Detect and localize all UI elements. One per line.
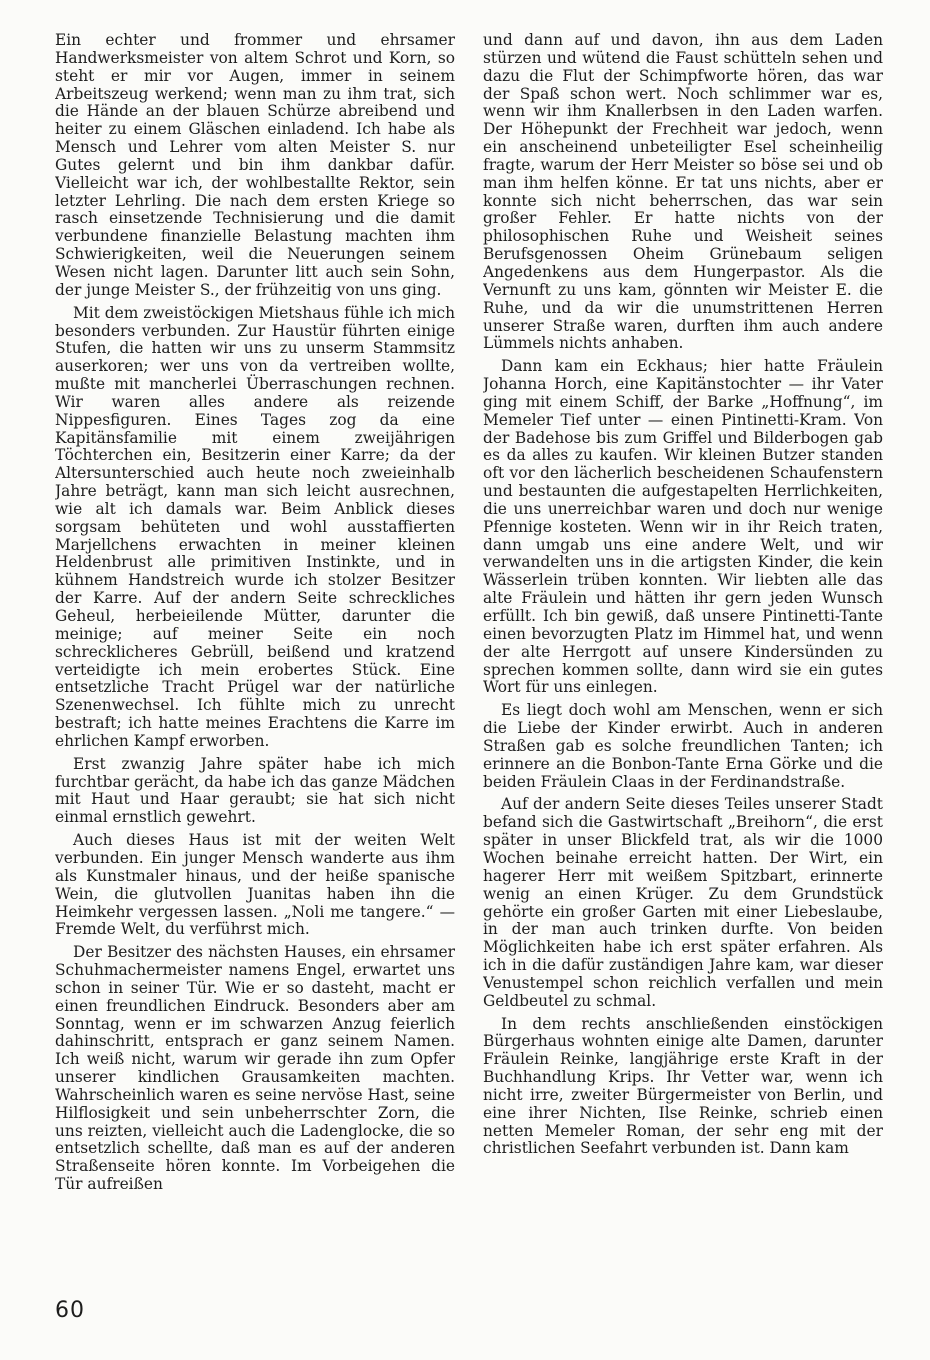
paragraph: Ein echter und frommer und ehrsamer Handwerksmeister von altem Schrot und Korn, so steht er mir vor Augen, immer in seinem Arbeitszeug werkend; wenn man zu ihm trat, sich die Hände an der blauen Schürze abreibend und heiter zu einem Gläschen einladend. Ich habe als Mensch und Lehrer vom alten Meister S. nur Gutes gelernt und bin ihm dankbar dafür. Vielleicht war ich, der wohlbestallte Rektor, sein letzter Lehrling. Die nach dem ersten Kriege so rasch einsetzende Technisierung und die damit verbundene finanzielle Belastung machten ihm Schwierigkeiten, weil die Neuerungen seinem Wesen nicht lagen. Darunter litt auch sein Sohn, der junge Meister S., der frühzeitig von uns ging. <box>55 32 455 299</box>
paragraph: Erst zwanzig Jahre später habe ich mich furchtbar gerächt, da habe ich das ganze Mädchen mit Haut und Haar geraubt; sie hat sich nicht einmal ernstlich gewehrt. <box>55 754 455 827</box>
paragraph: Es liegt doch wohl am Menschen, wenn er sich die Liebe der Kinder erwirbt. Auch in anderen Straßen gab es solche freundlichen Tanten; ich erinnere an die Bonbon-Tante Erna Görke und die beiden Fräulein Claas in der Ferdinandstraße. <box>483 701 883 791</box>
paragraph: Auf der andern Seite dieses Teiles unserer Stadt befand sich die Gastwirtschaft „Breihorn“, die erst später in unser Blickfeld trat, als wir die 1000 Wochen beinahe erreicht hatten. Der Wirt, ein hagerer Herr mit weißem Spitzbart, erinnerte wenig an einen Krüger. Zu dem Grundstück gehörte ein großer Garten mit einer Liebeslaube, in der man auch trinken durfte. Von beiden Möglichkeiten habe ich erst später erfahren. Als ich in die dafür zuständigen Jahre kam, war dieser Venustempel schon reichlich verfallen und mein Geldbeutel zu schmal. <box>483 795 883 1010</box>
paragraph: Dann kam ein Eckhaus; hier hatte Fräulein Johanna Horch, eine Kapitänstochter — ihr Vater ging mit einem Schiff, der Barke „Hoffnung“, im Memeler Tief unter — einen Pintinetti-Kram. Von der Badehose bis zum Griffel und Bilderbogen gab es da alles zu kaufen. Wir kleinen Butzer standen oft vor den lächerlich bescheidenen Schaufenstern und bestaunten die aufgestapelten Herrlichkeiten, die uns unerreichbar waren und doch nur wenige Pfennige kosteten. Wenn wir in ihr Reich traten, dann umgab uns eine andere Welt, und wir verwandelten uns in die artigsten Kinder, die kein Wässerlein trüben konnten. Wir liebten alle das alte Fräulein und hätten ihr gern jeden Wunsch erfüllt. Ich bin gewiß, daß unsere Pintinetti-Tante einen bevorzugten Platz im Himmel hat, und wenn der alte Herrgott auf unsere Kindersünden zu sprechen kommen sollte, dann wird sie ein gutes Wort für uns einlegen. <box>483 357 883 697</box>
left-column <box>55 32 455 1292</box>
paragraph: In dem rechts anschließenden einstöckigen Bürgerhaus wohnten einige alte Damen, darunter Fräulein Reinke, langjährige erste Kraft in der Buchhandlung Krips. Ihr Vetter war, wenn ich nicht irre, zweiter Bürgermeister von Berlin, und eine ihrer Nichten, Ilse Reinke, schrieb einen netten Memeler Roman, der sehr eng mit der christlichen Seefahrt verbunden ist. Dann kam <box>483 1014 883 1158</box>
paragraph: Der Besitzer des nächsten Hauses, ein ehrsamer Schuhmachermeister namens Engel, erwartet uns schon in seiner Tür. Wie er so dasteht, macht er einen freundlichen Eindruck. Besonders aber am Sonntag, wenn er im schwarzen Anzug feierlich dahinschritt, entsprach er ganz seinem Namen. Ich weiß nicht, warum wir gerade ihn zum Opfer unserer kindlichen Grausamkeiten machten. Wahrscheinlich waren es seine nervöse Hast, seine Hilflosigkeit und sein unbeherrschter Zorn, die uns reizten, vielleicht auch die Ladenglocke, die so entsetzlich schellte, daß man es auf der anderen Straßenseite hören konnte. Im Vorbeigehen die Tür aufreißen <box>55 943 455 1194</box>
page-number: 60 <box>55 1298 85 1323</box>
right-column <box>483 32 883 1292</box>
paragraph: und dann auf und davon, ihn aus dem Laden stürzen und wütend die Faust schütteln sehen und dazu die Flut der Schimpfworte hören, das war der Spaß schon wert. Noch schlimmer war es, wenn wir ihm Knallerbsen in den Laden warfen. Der Höhepunkt der Frechheit war jedoch, wenn ein anscheinend unbeteiligter Esel scheinheilig fragte, warum der Herr Meister so böse sei und ob man ihm helfen könne. Er tat uns nichts, aber er konnte sich nicht beherrschen, das war sein großer Fehler. Er hatte nichts von der philosophischen Ruhe und Weisheit seines Berufsgenossen Oheim Grünebaum seligen Angedenkens aus dem Hungerpastor. Als die Vernunft zu uns kam, gönnten wir Meister E. die Ruhe, und da wir die unumstrittenen Herren unserer Straße waren, durften ihm auch andere Lümmels nichts anhaben. <box>483 32 883 353</box>
paragraph: Auch dieses Haus ist mit der weiten Welt verbunden. Ein junger Mensch wanderte aus ihm als Kunstmaler hinaus, und der heiße spanische Wein, die glutvollen Juanitas haben ihn die Heimkehr vergessen lassen. „Noli me tangere.“ — Fremde Welt, du verführst mich. <box>55 831 455 939</box>
paragraph: Mit dem zweistöckigen Mietshaus fühle ich mich besonders verbunden. Zur Haustür führten einige Stufen, die hatten wir uns zu unserm Stammsitz auserkoren; wer uns von da vertreiben wollte, mußte mit mancherlei Überraschungen rechnen. Wir waren alles andere als reizende Nippesfiguren. Eines Tages zog da eine Kapitänsfamilie mit einem zweijährigen Töchterchen ein, Besitzerin einer Karre; da der Altersunterschied auch heute noch zweieinhalb Jahre beträgt, kann man sich leicht ausrechnen, wie alt ich damals war. Beim Anblick dieses sorgsam behüteten und wohl ausstaffierten Marjellchens erwachten in meiner kleinen Heldenbrust alle primitiven Instinkte, und in kühnem Handstreich wurde ich stolzer Besitzer der Karre. Auf der andern Seite schreckliches Geheul, herbeieilende Mütter, darunter die meinige; auf meiner Seite ein noch schrecklicheres Gebrüll, beißend und kratzend verteidigte ich mein erobertes Stück. Eine entsetzliche Tracht Prügel war der natürliche Szenenwechsel. Ich fühlte mich zu unrecht bestraft; ich hatte meines Erachtens die Karre im ehrlichen Kampf erworben. <box>55 303 455 750</box>
